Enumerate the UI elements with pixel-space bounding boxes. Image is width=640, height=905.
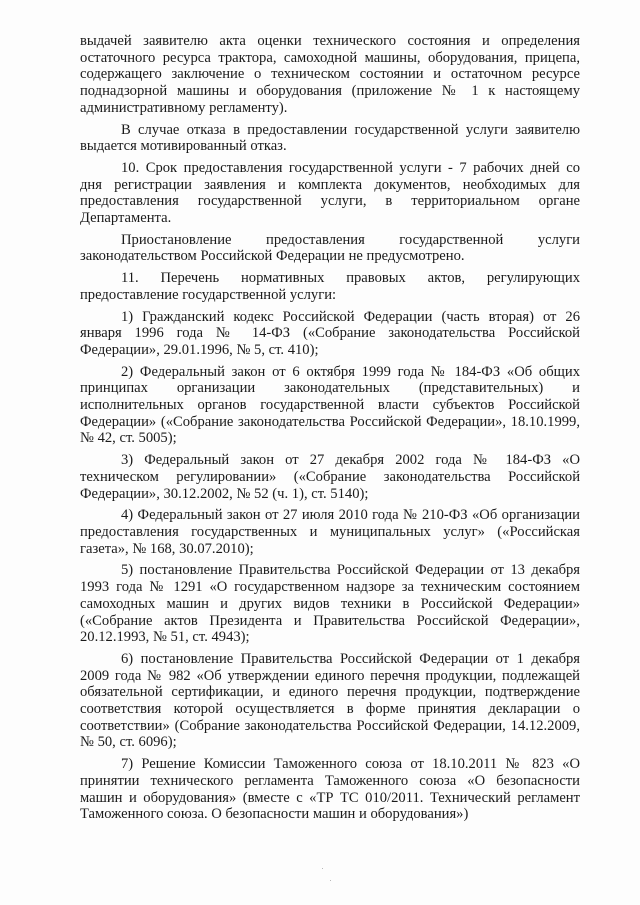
list-item-federal-law-184-1999: 2) Федеральный закон от 6 октября 1999 года № 184-ФЗ «Об общих принципах организации законодательных (представительных) и исполнительных органов государственной власти субъектов Российской Федерации» («Собрание законодательства Российской Федерации», 18.10.1999, № 42, ст. 5005); [80,363,580,447]
list-item-federal-law-210: 4) Федеральный закон от 27 июля 2010 года № 210-ФЗ «Об организации предоставления государственных и муниципальных услуг» («Российская газета», № 168, 30.07.2010); [80,507,580,557]
paragraph-11-legal-acts: 11. Перечень нормативных правовых актов, регулирующих предоставление государственной услуги: [80,270,580,303]
list-item-civil-code: 1) Гражданский кодекс Российской Федерации (часть вторая) от 26 января 1996 года № 14-ФЗ («Собрание законодательства Российской Федерации», 29.01.1996, № 5, ст. 410); [80,308,580,358]
scan-speck [330,880,331,881]
list-item-decree-1291: 5) постановление Правительства Российской Федерации от 13 декабря 1993 года № 1291 «О государственном надзоре за техническим состоянием самоходных машин и других видов техники в Российской Федерации» («Собрание актов Президента и Правительства Российской Федерации», 20.12.1993, № 51, ст. 4943); [80,562,580,646]
scan-speck [322,868,323,869]
document-body [80,33,580,828]
list-item-decision-823: 7) Решение Комиссии Таможенного союза от 18.10.2011 № 823 «О принятии технического регламента Таможенного союза «О безопасности машин и оборудования» (вместе с «ТР ТС 010/2011. Технический регламент Таможенного союза. О безопасности машин и оборудования») [80,756,580,823]
list-item-federal-law-184-2002: 3) Федеральный закон от 27 декабря 2002 года № 184-ФЗ «О техническом регулировании» («Собрание законодательства Российской Федерации», 30.12.2002, № 52 (ч. 1), ст. 5140); [80,452,580,502]
paragraph-suspension: Приостановление предоставления государственной услуги законодательством Российской Федерации не предусмотрено. [80,231,580,265]
paragraph-continuation-act-issuance: выдачей заявителю акта оценки технического состояния и определения остаточного ресурса трактора, самоходной машины, оборудования, прицепа, содержащего заключение о техническом состоянии и остаточном ресурсе поднадзорной машины и оборудования (приложение № 1 к настоящему административному регламенту). [80,33,580,116]
list-item-decree-982: 6) постановление Правительства Российской Федерации от 1 декабря 2009 года № 982 «Об утверждении единого перечня продукции, подлежащей обязательной сертификации, и единого перечня продукции, подтверждение соответствия которой осуществляется в форме принятия декларации о соответствии» (Собрание законодательства Российской Федерации, 14.12.2009, № 50, ст. 6096); [80,650,580,751]
paragraph-refusal: В случае отказа в предоставлении государственной услуги заявителю выдается мотивированный отказ. [80,121,580,155]
paragraph-10-service-term: 10. Срок предоставления государственной услуги - 7 рабочих дней со дня регистрации заявления и комплекта документов, необходимых для предоставления государственной услуги, в территориальном органе Департамента. [80,159,580,227]
